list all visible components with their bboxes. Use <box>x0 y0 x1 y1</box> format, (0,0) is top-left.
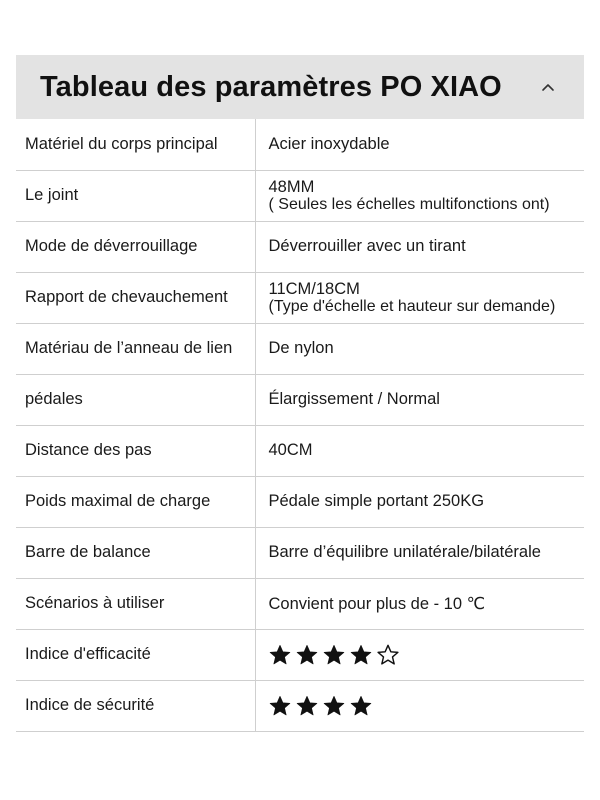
table-row <box>16 272 584 323</box>
row-label: Matériel du corps principal <box>16 119 255 170</box>
table-row <box>16 170 584 221</box>
row-label: Scénarios à utiliser <box>16 578 255 629</box>
table-row <box>16 527 584 578</box>
star-filled-icon <box>269 644 291 666</box>
star-filled-icon <box>323 644 345 666</box>
row-value: De nylon <box>255 323 584 374</box>
row-value-note: (Type d'échelle et hauteur sur demande) <box>268 297 556 315</box>
row-value: Acier inoxydable <box>255 119 584 170</box>
table-row <box>16 374 584 425</box>
table-row <box>16 578 584 629</box>
efficiency-rating <box>255 629 584 680</box>
star-filled-icon <box>269 695 291 717</box>
table-row <box>16 119 584 170</box>
row-value: Barre d’équilibre unilatérale/bilatérale <box>255 527 584 578</box>
row-label: Matériau de l’anneau de lien <box>16 323 255 374</box>
parameter-table <box>16 119 584 732</box>
row-label: Poids maximal de charge <box>16 476 255 527</box>
row-label: Barre de balance <box>16 527 255 578</box>
row-label: Distance des pas <box>16 425 255 476</box>
row-label: Rapport de chevauchement <box>16 272 255 323</box>
star-filled-icon <box>323 695 345 717</box>
table-title: Tableau des paramètres PO XIAO <box>40 70 502 103</box>
row-label: pédales <box>16 374 255 425</box>
parameter-table-panel <box>16 55 584 732</box>
table-row <box>16 221 584 272</box>
star-filled-icon <box>350 695 372 717</box>
star-outline-icon <box>377 644 399 666</box>
star-filled-icon <box>296 695 318 717</box>
table-row <box>16 425 584 476</box>
safety-rating <box>255 680 584 731</box>
star-filled-icon <box>296 644 318 666</box>
star-rating <box>269 695 585 717</box>
table-row <box>16 680 584 731</box>
row-label: Le joint <box>16 170 255 221</box>
table-header[interactable] <box>16 55 584 119</box>
row-value <box>255 170 584 221</box>
row-value: Élargissement / Normal <box>255 374 584 425</box>
row-label: Indice de sécurité <box>16 680 255 731</box>
row-label: Mode de déverrouillage <box>16 221 255 272</box>
row-value: Déverrouiller avec un tirant <box>255 221 584 272</box>
row-value <box>255 272 584 323</box>
row-value: 40CM <box>255 425 584 476</box>
row-value-main: 11CM/18CM <box>268 279 360 298</box>
chevron-up-icon[interactable] <box>536 75 560 99</box>
row-value: Pédale simple portant 250KG <box>255 476 584 527</box>
star-rating <box>269 644 585 666</box>
table-row <box>16 629 584 680</box>
star-filled-icon <box>350 644 372 666</box>
row-label: Indice d'efficacité <box>16 629 255 680</box>
row-value: Convient pour plus de - 10 ℃ <box>255 578 584 629</box>
table-row <box>16 323 584 374</box>
row-value-note: ( Seules les échelles multifonctions ont) <box>268 195 550 213</box>
row-value-main: 48MM <box>268 177 315 196</box>
table-row <box>16 476 584 527</box>
